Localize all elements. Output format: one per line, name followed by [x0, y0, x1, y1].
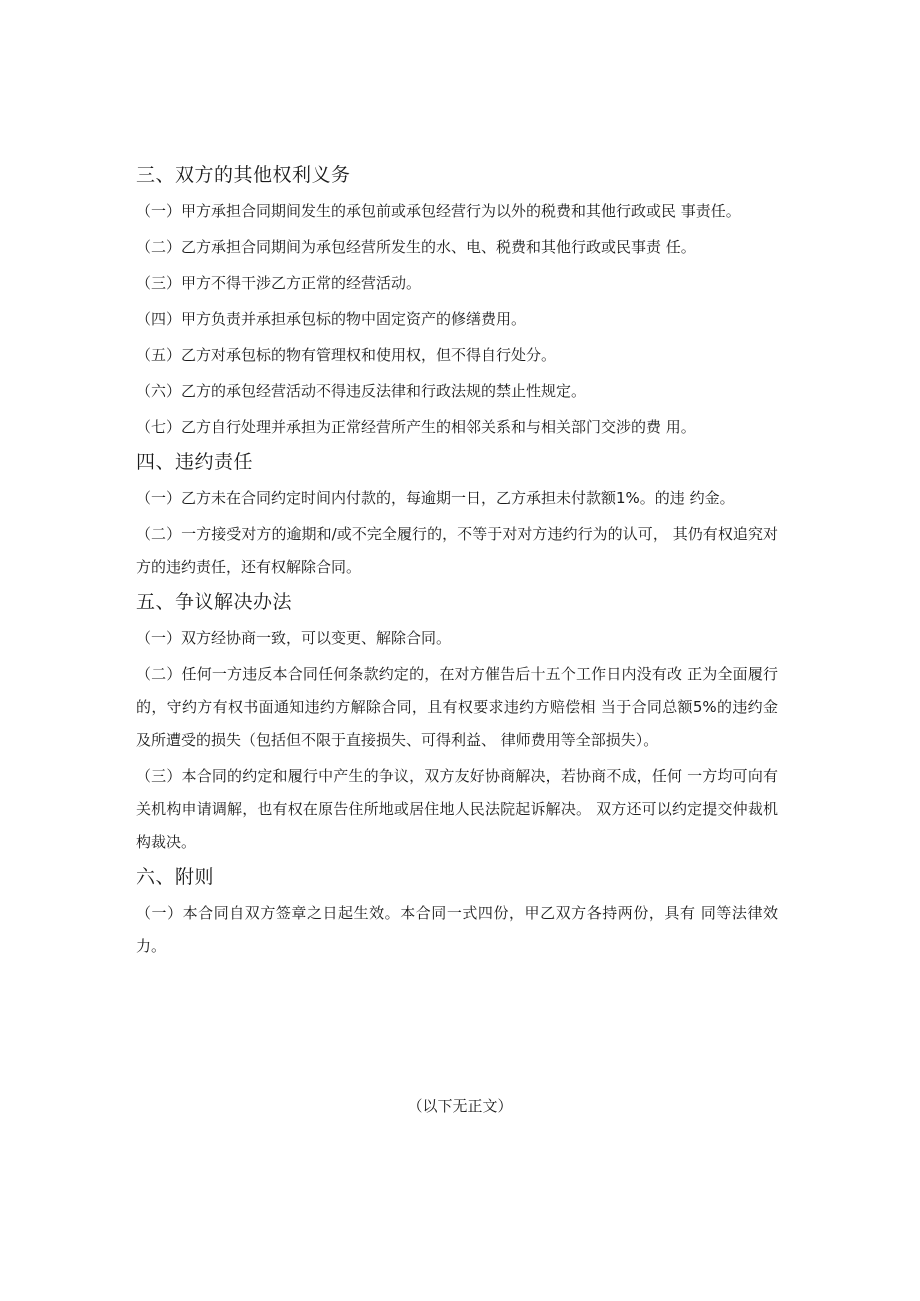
- section-breach-liability: [136, 447, 778, 584]
- clause-paragraph: （一）甲方承担合同期间发生的承包前或承包经营行为以外的税费和其他行政或民 事责任。: [136, 202, 741, 220]
- section-heading: 五、争议解决办法: [136, 591, 293, 613]
- section-heading: 四、违约责任: [136, 451, 254, 473]
- clause-paragraph: （四）甲方负责并承担承包标的物中固定资产的修缮费用。: [136, 310, 527, 328]
- section-supplementary: [136, 862, 778, 963]
- clause-paragraph: （二）乙方承担合同期间为承包经营所发生的水、电、税费和其他行政或民事责 任。: [136, 238, 696, 256]
- contract-body: [136, 160, 778, 966]
- section-heading: 六、附则: [136, 866, 215, 888]
- clause-paragraph: （七）乙方自行处理并承担为正常经营所产生的相邻关系和与相关部门交涉的费 用。: [136, 418, 696, 436]
- clause-paragraph: （三）甲方不得干涉乙方正常的经营活动。: [136, 274, 422, 292]
- clause-paragraph: （一）本合同自双方签章之日起生效。本合同一式四份，甲乙双方各持两份，具有 同等法律效力。: [136, 904, 778, 955]
- section-dispute-resolution: [136, 587, 778, 859]
- section-heading: 三、双方的其他权利义务: [136, 164, 351, 186]
- clause-paragraph: （一）双方经协商一致，可以变更、解除合同。: [136, 629, 452, 647]
- clause-paragraph: （五）乙方对承包标的物有管理权和使用权，但不得自行处分。: [136, 346, 557, 364]
- section-rights-obligations: [136, 160, 778, 444]
- clause-paragraph: （一）乙方未在合同约定时间内付款的，每逾期一日，乙方承担未付款额1%。的违 约金。: [136, 489, 735, 507]
- clause-paragraph: （二）一方接受对方的逾期和/或不完全履行的，不等于对对方违约行为的认可， 其仍有权追究对方的违约责任，还有权解除合同。: [136, 525, 778, 576]
- clause-paragraph: （二）任何一方违反本合同任何条款约定的，在对方催告后十五个工作日内没有改 正为全面履行的，守约方有权书面通知违约方解除合同，且有权要求违约方赔偿相 当于合同总额5%的违约金及所遭受的损失（包括但不限于直接损失、可得利益、 律师费用等全部损失）。: [136, 665, 778, 749]
- clause-paragraph: （三）本合同的约定和履行中产生的争议，双方友好协商解决，若协商不成，任何 一方均可向有关机构申请调解，也有权在原告住所地或居住地人民法院起诉解决。 双方还可以约定提交仲裁机构裁决。: [136, 767, 778, 851]
- clause-paragraph: （六）乙方的承包经营活动不得违反法律和行政法规的禁止性规定。: [136, 382, 587, 400]
- end-of-text-note: （以下无正文）: [407, 1097, 513, 1115]
